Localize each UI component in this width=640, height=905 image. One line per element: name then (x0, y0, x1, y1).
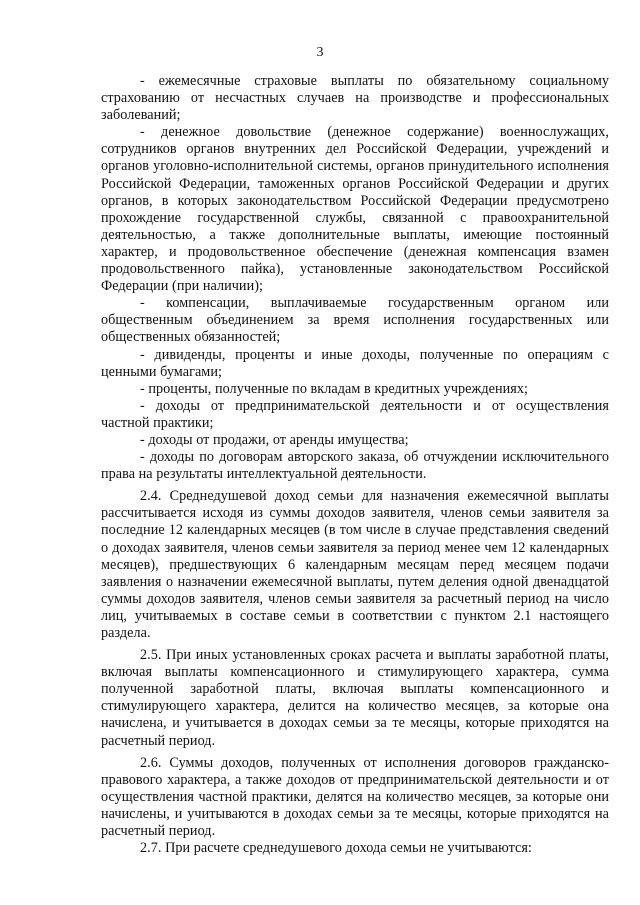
paragraph-section-2-7: 2.7. При расчете среднедушевого дохода семьи не учитываются: (140, 840, 532, 857)
paragraph-compensations: - компенсации, выплачиваемые государственным органом или общественным объединением за время исполнения государственных или общественных обязанностей; (101, 295, 609, 346)
paragraph-section-2-5: 2.5. При иных установленных сроках расчета и выплаты заработной платы, включая выплаты компенсационного и стимулирующего характера, сумма полученной заработной платы, включая выплаты компенсационного и стимулирующего характера, делится на количество месяцев, за которые она начислена, и учитывается в доходах семьи за те месяцы, которые приходятся на расчетный период. (101, 647, 609, 749)
paragraph-monetary-allowance: - денежное довольствие (денежное содержание) военнослужащих, сотрудников органов внутренних дел Российской Федерации, учреждений и органов уголовно-исполнительной системы, органов принудительного исполнения Российской Федерации, таможенных органов Российской Федерации и других органов, в которых законодательством Российской Федерации предусмотрено прохождение государственной службы, связанной с правоохранительной деятельностью, а также дополнительные выплаты, имеющие постоянный характер, и продовольственное обеспечение (денежная компенсация взамен продовольственного пайка), установленные законодательством Российской Федерации (при наличии); (101, 124, 609, 295)
paragraph-business-income: - доходы от предпринимательской деятельности и от осуществления частной практики; (101, 397, 609, 431)
paragraph-deposit-interest: - проценты, полученные по вкладам в кредитных учреждениях; (140, 380, 528, 397)
paragraph-insurance-payments: - ежемесячные страховые выплаты по обязательному социальному страхованию от несчастных случаев на производстве и профессиональных заболеваний; (101, 73, 609, 124)
paragraph-copyright-income: - доходы по договорам авторского заказа, об отчуждении исключительного права на результаты интеллектуальной деятельности. (101, 449, 609, 483)
paragraph-section-2-6: 2.6. Суммы доходов, полученных от исполнения договоров гражданско-правового характера, а также доходов от предпринимательской деятельности и от осуществления частной практики, делятся на количество месяцев, за которые они начислены, и учитываются в доходах семьи за те месяцы, которые приходятся на расчетный период. (101, 754, 609, 840)
document-body (101, 73, 609, 857)
page-number: 3 (316, 45, 324, 60)
paragraph-property-income: - доходы от продажи, от аренды имущества; (140, 431, 409, 448)
paragraph-dividends: - дивиденды, проценты и иные доходы, полученные по операциям с ценными бумагами; (101, 346, 609, 380)
paragraph-section-2-4: 2.4. Среднедушевой доход семьи для назначения ежемесячной выплаты рассчитывается исходя из суммы доходов заявителя, членов семьи заявителя за последние 12 календарных месяцев (в том числе в случае представления сведений о доходах заявителя, членов семьи заявителя за период менее чем 12 календарных месяцев), предшествующих 6 календарным месяцам перед месяцем подачи заявления о назначении ежемесячной выплаты, путем деления одной двенадцатой суммы доходов заявителя, членов семьи заявителя за расчетный период на число лиц, учитываемых в составе семьи в соответствии с пунктом 2.1 настоящего раздела. (101, 488, 609, 641)
